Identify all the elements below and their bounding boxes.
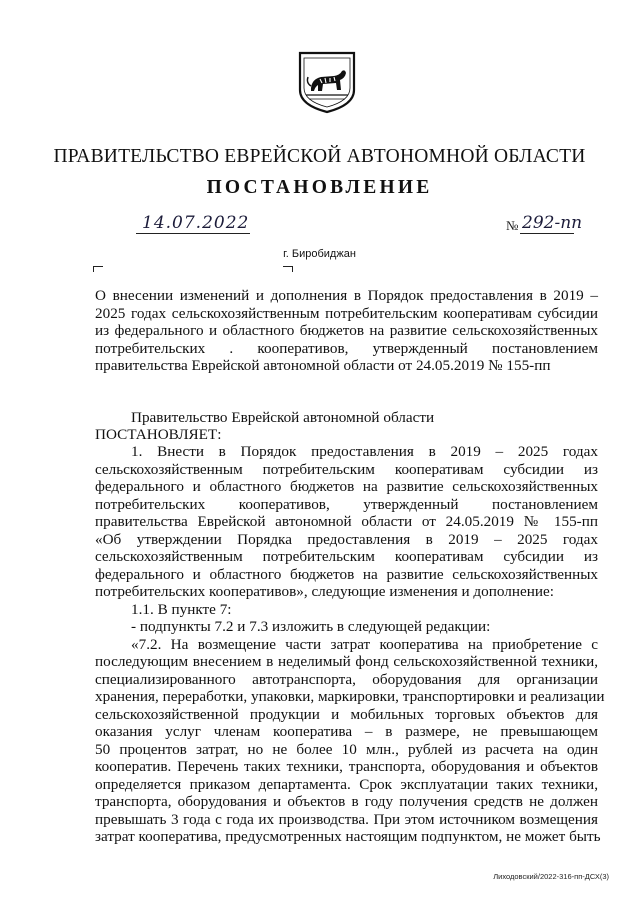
body-line: «Об утверждении Порядка предоставления в 2019 – 2025 годах bbox=[95, 530, 598, 548]
body-line: сельскохозяйственной продукции и мобильных торговых объектов для bbox=[95, 705, 598, 723]
body-line: ПОСТАНОВЛЯЕТ: bbox=[95, 426, 222, 443]
body-line: транспорта, оборудования и объектов в году получения средств не должен bbox=[95, 793, 598, 810]
title-line: из федерального и областного бюджетов на развитие сельскохозяйственных bbox=[95, 322, 598, 339]
title-line: 2025 годах сельскохозяйственным потребительским кооперативам субсидии bbox=[95, 304, 598, 322]
body-line: определяется приказом департамента. Срок эксплуатации таких техники, bbox=[95, 775, 598, 793]
body-line: потребительских кооперативов», следующие изменения и дополнение: bbox=[95, 583, 554, 600]
body-line: Правительство Еврейской автономной области bbox=[131, 409, 435, 426]
body-line: превышать 3 года с года их производства. При этом источником возмещения bbox=[95, 810, 598, 828]
body-line: последующим внесением в неделимый фонд сельскохозяйственной техники, bbox=[95, 653, 598, 670]
body-line: «7.2. На возмещение части затрат кооператива на приобретение с bbox=[131, 635, 598, 653]
body-line: затрат кооператива, предусмотренных настоящим подпунктом, не может быть bbox=[95, 828, 601, 845]
coat-of-arms-icon bbox=[296, 50, 358, 114]
body-line: правительства Еврейской автономной области от 24.05.2019 № 155-пп bbox=[95, 513, 598, 530]
date-underline bbox=[136, 233, 250, 234]
body-line: 1.1. В пункте 7: bbox=[131, 600, 232, 618]
body-line: - подпункты 7.2 и 7.3 изложить в следующей редакции: bbox=[131, 618, 491, 635]
number-sign: № bbox=[506, 218, 519, 233]
body-line: федерального и областного бюджетов на развитие сельскохозяйственных bbox=[95, 565, 598, 583]
body-line: оказания услуг членам кооператива – в размере, не превышающем bbox=[95, 723, 598, 740]
document-date: 14.07.2022 bbox=[142, 213, 250, 233]
body-line: сельскохозяйственным потребительским кооперативам субсидии из bbox=[95, 548, 598, 565]
footer-document-code: Лиходовский/2022-316-пп-ДСХ(3) bbox=[493, 872, 609, 881]
city-name: г. Биробиджан bbox=[283, 248, 356, 260]
body-line: кооператив. Перечень таких техники, транспорта, оборудования и объектов bbox=[95, 758, 598, 775]
title-line: правительства Еврейской автономной области от 24.05.2019 № 155-пп bbox=[95, 357, 551, 374]
document-number: 292-пп bbox=[522, 213, 583, 233]
document-type: ПОСТАНОВЛЕНИЕ bbox=[206, 177, 433, 198]
body-line: 1. Внести в Порядок предоставления в 2019 – 2025 годах bbox=[131, 443, 598, 460]
body-line: сельскохозяйственным потребительским кооперативам субсидии из bbox=[95, 460, 598, 478]
title-line: потребительских . кооперативов, утвержденный постановлением bbox=[95, 339, 598, 357]
body-line: федерального и областного бюджетов на развитие сельскохозяйственных bbox=[95, 478, 598, 495]
body-line: 50 процентов затрат, но не более 10 млн., рублей из расчета на один bbox=[95, 740, 598, 758]
body-line: специализированного автотранспорта, оборудования для организации bbox=[95, 670, 598, 688]
title-line: О внесении изменений и дополнения в Порядок предоставления в 2019 – bbox=[95, 287, 598, 304]
government-title: ПРАВИТЕЛЬСТВО ЕВРЕЙСКОЙ АВТОНОМНОЙ ОБЛАСТИ bbox=[53, 146, 586, 167]
body-line: потребительских кооперативов, утвержденный постановлением bbox=[95, 495, 598, 513]
title-corner-right bbox=[283, 266, 293, 272]
body-line: хранения, переработки, упаковки, маркировки, транспортировки и реализации bbox=[95, 688, 605, 705]
title-corner-left bbox=[93, 266, 103, 272]
number-underline bbox=[520, 233, 574, 234]
